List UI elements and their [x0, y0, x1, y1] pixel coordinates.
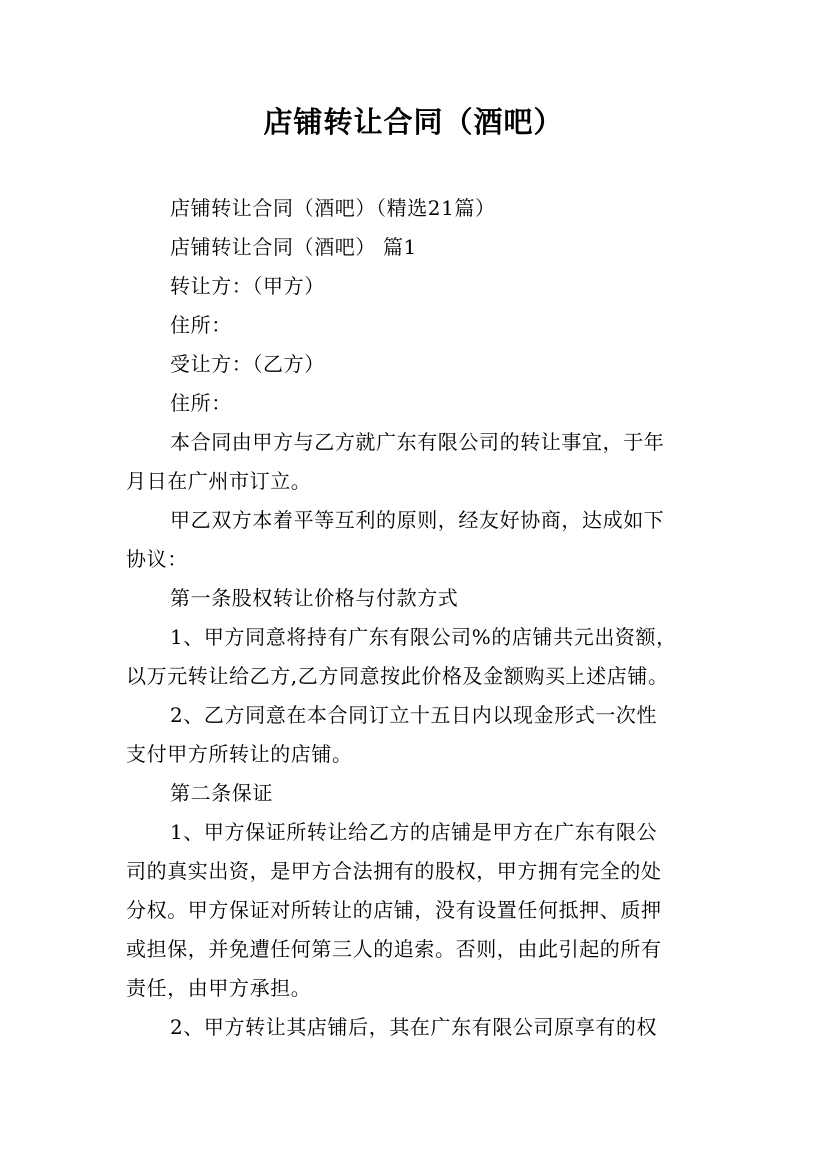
paragraph-line: 住所：: [170, 313, 232, 337]
paragraph-line: 甲乙双方本着平等互利的原则，经友好协商，达成如下: [170, 508, 665, 532]
paragraph-line: 本合同由甲方与乙方就广东有限公司的转让事宜，于年: [170, 430, 665, 454]
paragraph-line: 店铺转让合同（酒吧）（精选21篇）: [170, 196, 496, 220]
paragraph-line: 2、乙方同意在本合同订立十五日内以现金形式一次性: [170, 703, 658, 727]
paragraph: [126, 501, 706, 579]
paragraph-line: 转让方：（甲方）: [170, 274, 325, 298]
paragraph: [126, 306, 706, 345]
paragraph-line: 第二条保证: [170, 781, 273, 805]
paragraph-line: 住所：: [170, 391, 232, 415]
paragraph: [126, 579, 706, 618]
paragraph-line: 受让方：（乙方）: [170, 352, 325, 376]
paragraph: [126, 267, 706, 306]
paragraph-line: 分权。甲方保证对所转让的店铺，没有设置任何抵押、质押: [126, 898, 662, 922]
paragraph-line: 责任，由甲方承担。: [126, 976, 312, 1000]
paragraph-line: 支付甲方所转让的店铺。: [126, 742, 353, 766]
paragraph-line: 第一条股权转让价格与付款方式: [170, 586, 459, 610]
paragraph: [126, 774, 706, 813]
paragraph: [126, 228, 706, 267]
paragraph: [126, 1008, 706, 1047]
paragraph: [126, 618, 706, 696]
paragraph-line: 店铺转让合同（酒吧） 篇1: [170, 235, 417, 259]
paragraph-line: 司的真实出资，是甲方合法拥有的股权，甲方拥有完全的处: [126, 859, 662, 883]
paragraph-line: 或担保，并免遭任何第三人的追索。否则，由此引起的所有: [126, 937, 662, 961]
paragraph: [126, 384, 706, 423]
paragraph-line: 1、甲方同意将持有广东有限公司%的店铺共元出资额，: [170, 625, 677, 649]
paragraph-line: 月日在广州市订立。: [126, 469, 312, 493]
paragraph: [126, 423, 706, 501]
paragraph-line: 1、甲方保证所转让给乙方的店铺是甲方在广东有限公: [170, 820, 658, 844]
paragraph-line: 2、甲方转让其店铺后，其在广东有限公司原享有的权: [170, 1015, 658, 1039]
paragraph-line: 协议：: [126, 547, 188, 571]
document-body: [126, 189, 706, 1047]
paragraph: [126, 345, 706, 384]
paragraph: [126, 813, 706, 1008]
document-title: 店铺转让合同（酒吧）: [263, 105, 564, 139]
paragraph: [126, 696, 706, 774]
paragraph: [126, 189, 706, 228]
paragraph-line: 以万元转让给乙方,乙方同意按此价格及金额购买上述店铺。: [126, 664, 669, 688]
